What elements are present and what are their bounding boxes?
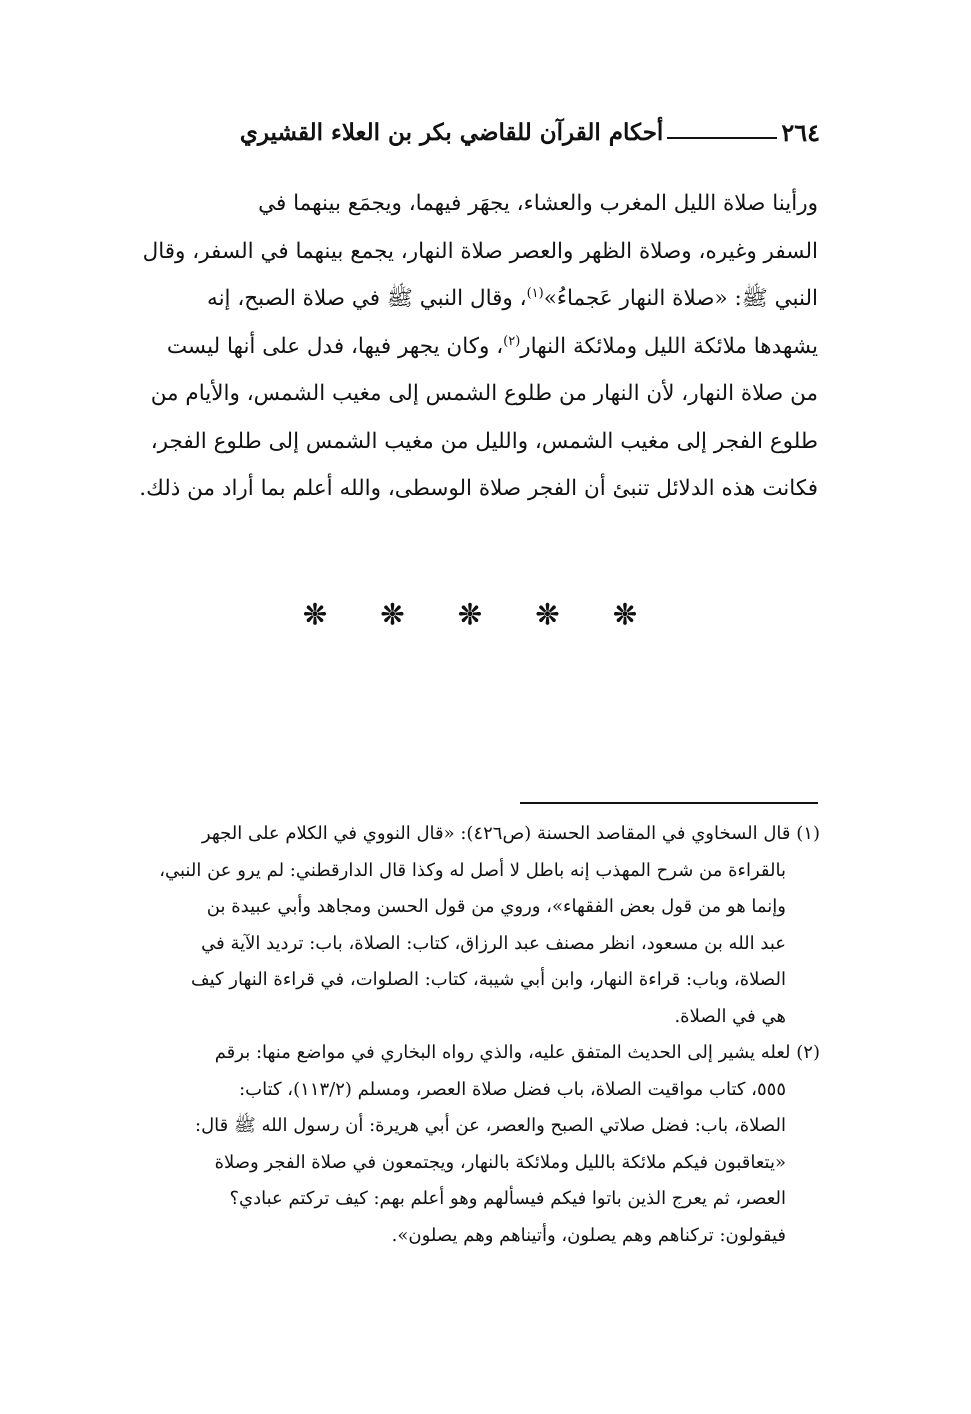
footnote-line: فيقولون: تركناهم وهم يصلون، وأتيناهم وهم يصلون». [391,1224,786,1246]
star-ornament-icon: ❊ [613,598,637,631]
star-ornament-icon: ❊ [380,598,405,631]
footnote-text: لعله يشير إلى الحديث المتفق عليه، والذي رواه البخاري في مواضع منها: برقم [214,1042,791,1063]
running-title: أحكام القرآن للقاضي بكر بن العلاء القشيري [239,118,664,146]
footnote-number: (٢) [796,1042,820,1063]
footnote-line: «يتعاقبون فيكم ملائكة بالليل وملائكة بالنهار، ويجتمعون في صلاة الفجر وصلاة [214,1151,786,1173]
star-ornament-icon: ❊ [458,598,482,631]
text-line [110,323,818,371]
star-ornament-icon: ❊ [535,598,560,631]
footnote-line: الصلاة، باب: فضل صلاتي الصبح والعصر، عن أبي هريرة: أن رسول الله ﷺ قال: [195,1115,786,1136]
footnote-rule [520,802,818,804]
text-line [110,275,818,323]
text-line: فكانت هذه الدلائل تنبئ أن الفجر صلاة الوسطى، والله أعلم بما أراد من ذلك. [139,476,818,501]
page-header [108,112,820,152]
footnote-ref-2[interactable]: (٢) [503,333,521,349]
section-separator [300,598,640,631]
footnote-line: الصلاة، وباب: قراءة النهار، وابن أبي شيبة، كتاب: الصلوات، في قراءة النهار كيف [190,969,786,990]
footnotes [104,816,820,1254]
text-segment: ، وكان يجهر فيها، فدل على أنها ليست [166,333,504,359]
footnote-line: ٥٥٥، كتاب مواقيت الصلاة، باب فضل صلاة العصر، ومسلم (١١٣/٢)، كتاب: [239,1078,786,1100]
footnote-line: وإنما هو من قول بعض الفقهاء»، وروي من قول الحسن ومجاهد وأبي عبيدة بن [206,896,786,917]
text-line: ورأينا صلاة الليل المغرب والعشاء، يجهَر فيهما، ويجمَع بينهما في [258,191,818,216]
text-segment: النبي ﷺ: «صلاة النهار عَجماءُ» [543,286,818,311]
footnote-line: العصر، ثم يعرج الذين باتوا فيكم فيسألهم وهو أعلم بهم: كيف تركتم عبادي؟ [229,1188,786,1209]
text-line: السفر وغيره، وصلاة الظهر والعصر صلاة النهار، يجمع بينهما في السفر، وقال [142,238,818,264]
footnote-line [104,816,820,853]
footnote-text: قال السخاوي في المقاصد الحسنة (ص٤٢٦): «قال النووي في الكلام على الجهر [201,823,791,844]
text-segment: يشهدها ملائكة الليل وملائكة النهار [520,333,818,359]
footnote-number: (١) [796,823,820,844]
footnote-line: عبد الله بن مسعود، انظر مصنف عبد الرزاق، كتاب: الصلاة، باب: ترديد الآية في [201,932,786,954]
footnote-1 [104,816,820,1035]
text-segment: ، وقال النبي ﷺ في صلاة الصبح، إنه [207,286,527,311]
footnote-line [104,1035,820,1072]
header-rule [667,137,777,139]
footnote-2 [104,1035,820,1254]
text-line: من صلاة النهار، لأن النهار من طلوع الشمس إلى مغيب الشمس، والأيام من [150,381,818,406]
main-text [110,180,818,513]
footnote-line: هي في الصلاة. [674,1005,786,1027]
text-line: طلوع الفجر إلى مغيب الشمس، والليل من مغيب الشمس إلى طلوع الفجر، [150,428,818,454]
footnote-ref-1[interactable]: (١) [526,285,544,301]
star-ornament-icon: ❊ [303,598,327,631]
page-number: ٢٦٤ [781,117,820,147]
footnote-line: بالقراءة من شرح المهذب إنه باطل لا أصل له وكذا قال الدارقطني: لم يرو عن النبي، [159,859,786,881]
